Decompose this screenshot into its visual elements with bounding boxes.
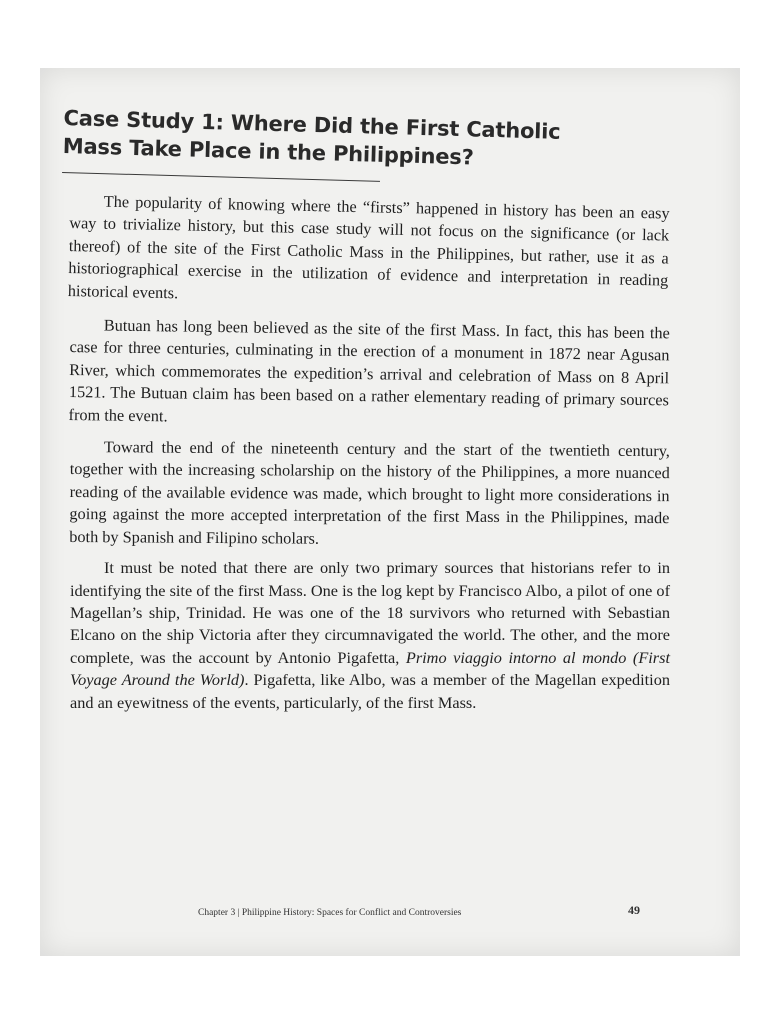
case-study-title: Case Study 1: Where Did the First Catholic Mass Take Place in the Philippines? [62,105,561,170]
paragraph-4-text-b: . Pigafetta, like Albo, was a member of the Magellan expedition and an eyewitness of the events, particularly, of the first Mass. [70,670,670,712]
paragraph-4-text-a: It must be noted that there are only two primary sources that historians refer to in identifying the site of the first Mass. One is the log kept by Francisco Albo, a pilot of one of Magellan’s ship, Trinidad. He was one of the 18 survivors who returned with Sebastian Elcano on the ship Victoria after they circumnavigated the world. The other, and the more complete, was the account by Antonio Pigafetta, [70,558,670,667]
paragraph-1: The popularity of knowing where the “firsts” happened in history has been an easy way to trivialize history, but this case study will not focus on the significance (or lack thereof) of the site of the First Catholic Mass in the Philippines, but rather, use it as a historiographical exercise in the utilization of evidence and interpretation in reading historical events. [67,191,670,302]
chapter-footer: Chapter 3 | Philippine History: Spaces for Conflict and Controversies [198,908,462,918]
section-header [62,104,624,189]
page-number: 49 [628,903,640,917]
book-page [40,68,740,956]
title-underline [62,172,380,182]
paragraph-3: Toward the end of the nineteenth century and the start of the twentieth century, together with the increasing scholarship on the history of the Philippines, a more nuanced reading of the available evidence was made, which brought to light more considerations in going against the more accepted interpretation of the first Mass in the Philippines, made both by Spanish and Filipino scholars. [69,437,670,548]
paragraph-4 [70,557,670,714]
book-title-italic: Primo viaggio intorno al mondo (First Voyage Around the World) [70,647,671,690]
body-text [67,190,671,723]
paragraph-2: Butuan has long been believed as the site of the first Mass. In fact, this has been the case for three centuries, culminating in the erection of a monument in 1872 near Agusan River, which commemorates the expedition’s arrival and celebration of Mass on 8 April 1521. The Butuan claim has been based on a rather elementary reading of primary sources from the event. [68,315,670,426]
